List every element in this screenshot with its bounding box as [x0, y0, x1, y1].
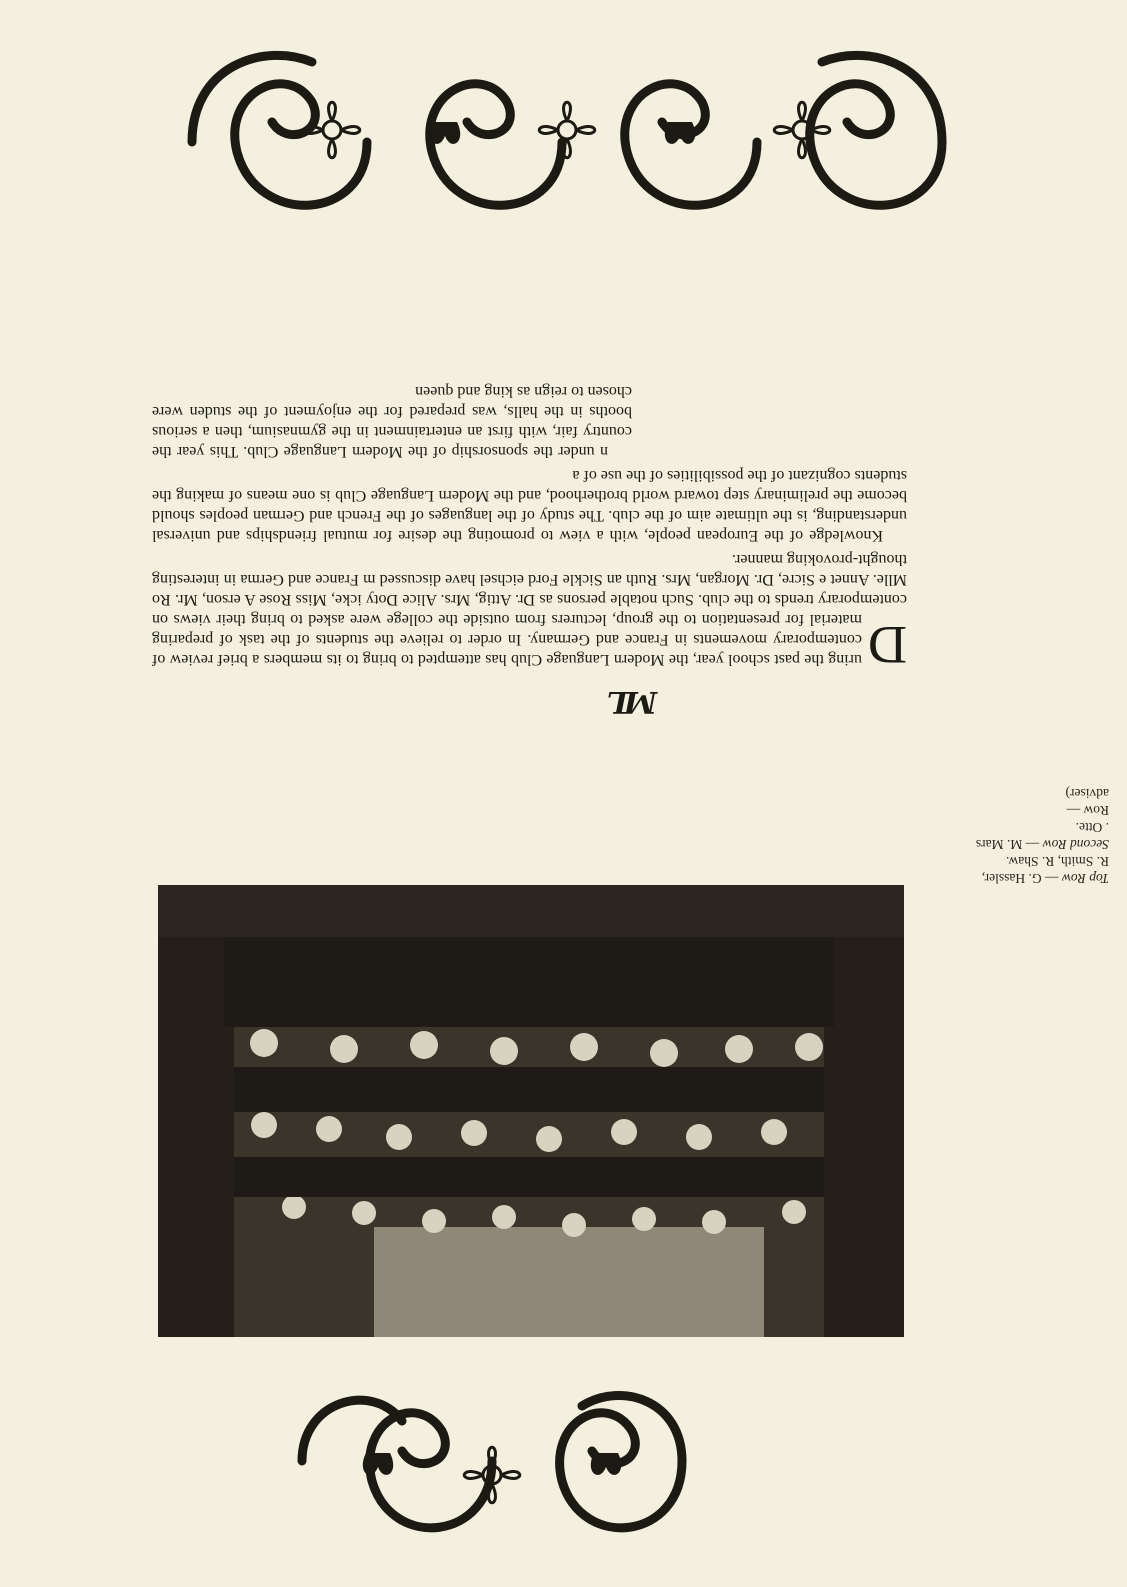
caption-line: Top Row — G. Hassler, — [981, 871, 1109, 886]
photo-caption — [929, 785, 1109, 887]
bottom-scroll-ornament — [172, 27, 962, 242]
paragraph-3: n under the sponsorship of the Modern Language Club. This year the country fair, with first an entertainment in the gymnasium, then a serious booths in the halls, was prepared for the enjoyment of the studen were chosen to reign as king and queen — [152, 383, 632, 460]
caption-line: . Otte. — [1075, 820, 1109, 835]
article-body — [152, 381, 907, 675]
club-monogram: ML — [610, 684, 657, 719]
top-scroll-ornament — [282, 1366, 702, 1571]
paragraph-1: D uring the past school year, the Modern Language Club has attempted to bring to its members a brief review of contemporary movements in France and Germany. In order to relieve the students of the task of preparing material for presentation to the group, lecturers from outside the college were asked to bring their views on contemporary trends to the club. Such notable persons as Dr. Attig, Mrs. Alice Doty icke, Miss Rose A erson, Mr. Ro Mlle. Annet e Sicre, Dr. Morgan, Mrs. Ruth an Sickle Ford eichsel have discussed m France and Germa in interesting thought-provoking manner. — [152, 551, 907, 675]
caption-line: adviser) — [1065, 786, 1109, 801]
caption-line: Second Row — M. Mars — [975, 837, 1109, 852]
drop-cap: D — [868, 615, 907, 675]
caption-line: Row — — [1066, 803, 1109, 818]
paragraph-2: Knowledge of the European people, with a view to promoting the desire for mutual friendships and universal understanding, is the ultimate aim of the club. The study of the languages of the French and German peoples should become the preliminary step toward world brotherhood, and the Modern Language Club is one means of making the students cognizant of the possibilities of the use of a — [152, 467, 907, 544]
flower-ornament — [304, 102, 830, 158]
caption-line: R. Smith, R. Shaw. — [1005, 854, 1109, 869]
group-photo — [158, 885, 904, 1337]
